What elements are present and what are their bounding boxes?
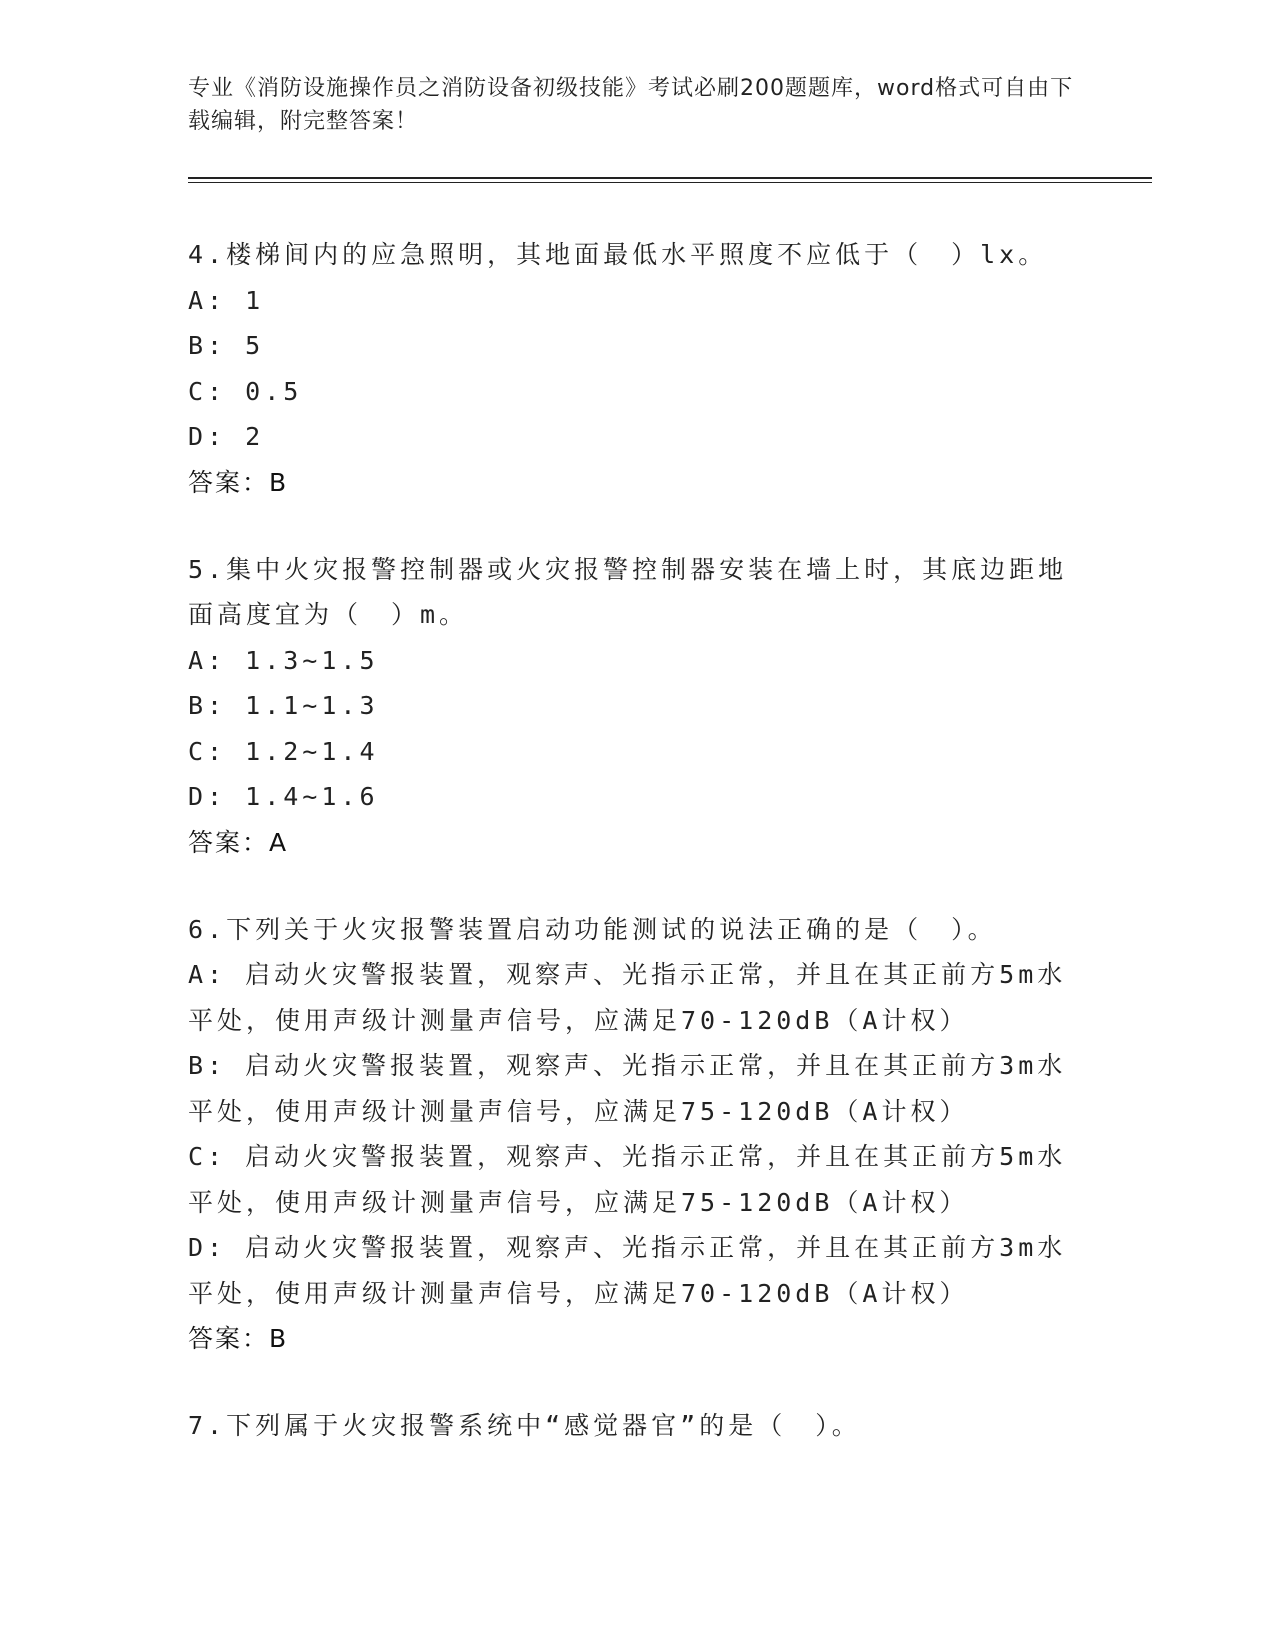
question-5 <box>188 547 1068 865</box>
option-c: C: 启动火灾警报装置，观察声、光指示正常，并且在其正前方5m水平处，使用声级计测量声信号，应满足75-120dB（A计权） <box>188 1142 1067 1217</box>
option-a: A: 1 <box>188 285 265 315</box>
option-b: B: 5 <box>188 331 265 360</box>
answer: 答案：B <box>188 467 289 497</box>
option-c: C: 1.2~1.4 <box>188 736 379 766</box>
option-c: C: 0.5 <box>188 376 303 406</box>
question-title: 4.楼梯间内的应急照明，其地面最低水平照度不应低于（ ）lx。 <box>188 240 1048 269</box>
header-rule-thin <box>188 182 1152 183</box>
option-b: B: 1.1~1.3 <box>188 691 379 720</box>
option-a: A: 1.3~1.5 <box>188 645 379 675</box>
question-title: 5.集中火灾报警控制器或火灾报警控制器安装在墙上时，其底边距地面高度宜为（ ）m。 <box>188 554 1068 629</box>
header-rule-thick <box>188 177 1152 179</box>
question-title: 7.下列属于火灾报警系统中“感觉器官”的是（ ）。 <box>188 1411 861 1440</box>
question-list <box>188 232 1068 1491</box>
question-6 <box>188 907 1068 1362</box>
option-b: B: 启动火灾警报装置，观察声、光指示正常，并且在其正前方3m水平处，使用声级计测量声信号，应满足75-120dB（A计权） <box>188 1051 1067 1126</box>
question-7 <box>188 1403 1068 1449</box>
answer: 答案：B <box>188 1324 289 1353</box>
option-d: D: 启动火灾警报装置，观察声、光指示正常，并且在其正前方3m水平处，使用声级计测量声信号，应满足70-120dB（A计权） <box>188 1233 1067 1308</box>
answer: 答案：A <box>188 827 289 857</box>
document-header: 专业《消防设施操作员之消防设备初级技能》考试必刷200题题库，word格式可自由下载编辑，附完整答案！ <box>188 76 1074 134</box>
option-d: D: 2 <box>188 422 265 451</box>
question-title: 6.下列关于火灾报警装置启动功能测试的说法正确的是（ ）。 <box>188 914 997 944</box>
question-4 <box>188 232 1068 505</box>
option-d: D: 1.4~1.6 <box>188 782 379 811</box>
option-a: A: 启动火灾警报装置，观察声、光指示正常，并且在其正前方5m水平处，使用声级计测量声信号，应满足70-120dB（A计权） <box>188 960 1067 1035</box>
